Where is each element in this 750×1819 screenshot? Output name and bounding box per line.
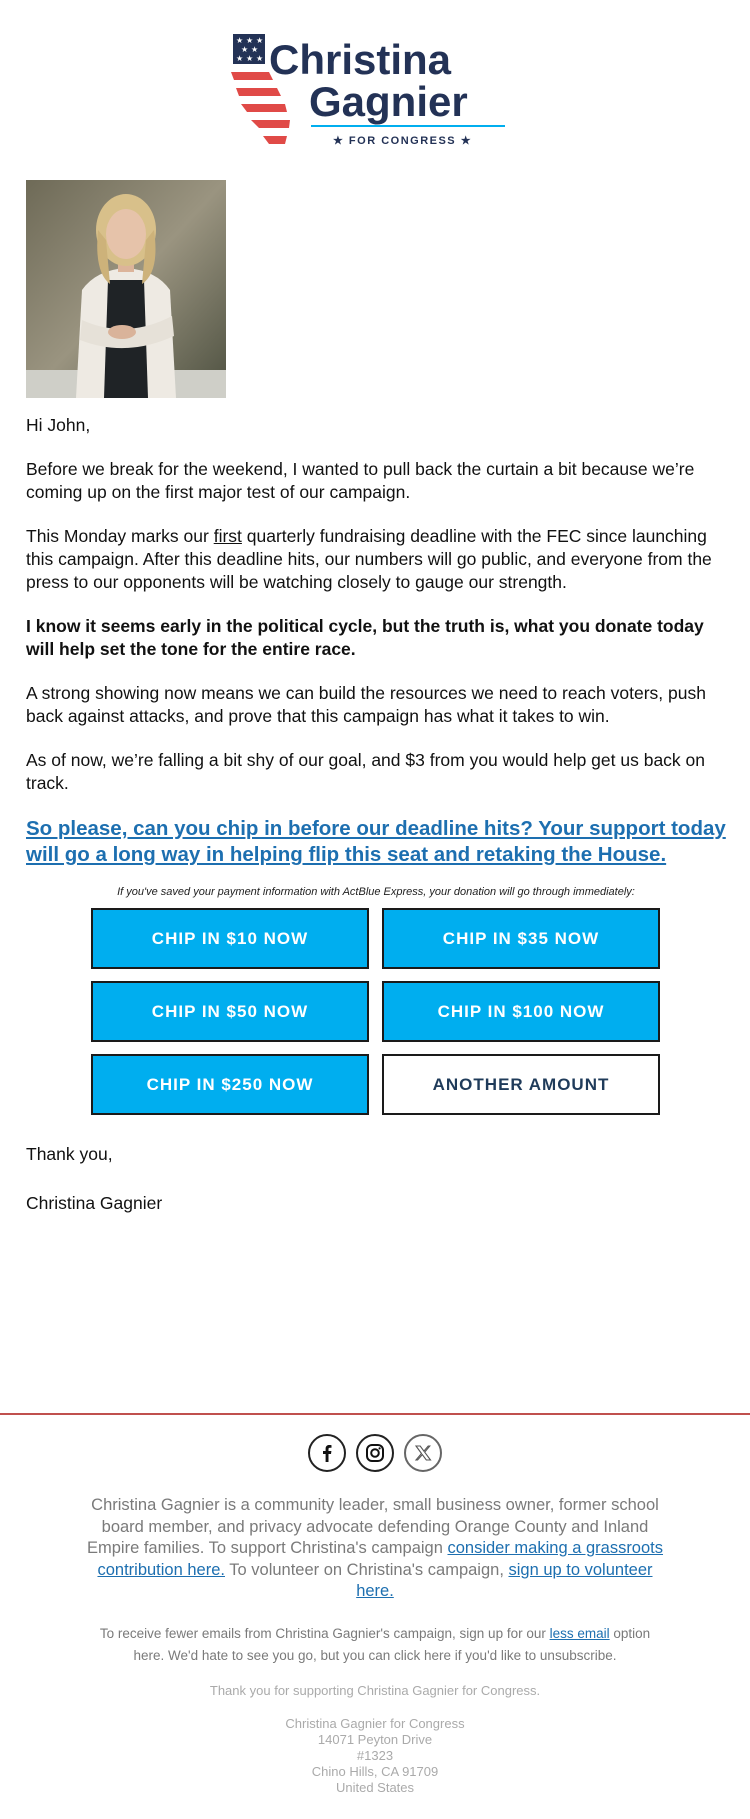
greeting: Hi John, — [26, 415, 91, 435]
logo-last-name: Gagnier — [309, 78, 468, 125]
footer-thanks: Thank you for supporting Christina Gagnier for Congress. — [209, 1682, 541, 1698]
chip-in-100-button[interactable]: CHIP IN $100 NOW — [382, 981, 660, 1042]
logo-first-name: Christina — [269, 36, 452, 83]
paragraph-2: This Monday marks our first quarterly fundraising deadline with the FEC since launching this campaign. After this deadline hits, our numbers will go public, and everyone from the press to our opponents will be watching closely to gauge our strength. — [26, 526, 712, 592]
grassroots-contribution-link[interactable]: consider making a grassroots contribution here. — [97, 1539, 663, 1579]
donation-buttons — [91, 908, 660, 1115]
chip-in-50-button[interactable]: CHIP IN $50 NOW — [91, 981, 369, 1042]
campaign-logo — [225, 28, 525, 154]
candidate-photo — [26, 180, 226, 398]
svg-text:★: ★ — [246, 36, 254, 45]
svg-text:★: ★ — [241, 45, 249, 54]
logo-tagline: ★ FOR CONGRESS ★ — [333, 135, 473, 147]
svg-text:★: ★ — [256, 36, 264, 45]
paragraph-5: As of now, we’re falling a bit shy of our goal, and $3 from you would help get us back on track. — [26, 750, 706, 793]
facebook-icon[interactable] — [308, 1434, 346, 1472]
chip-in-250-button[interactable]: CHIP IN $250 NOW — [91, 1054, 369, 1115]
svg-text:★: ★ — [251, 45, 259, 54]
paragraph-1: Before we break for the weekend, I wanted to pull back the curtain a bit because we’re coming up on the first major test of our campaign. — [26, 459, 695, 502]
svg-text:★: ★ — [256, 54, 264, 63]
svg-text:★: ★ — [236, 36, 244, 45]
volunteer-link[interactable]: sign up to volunteer here. — [356, 1560, 653, 1600]
cta-link[interactable]: So please, can you chip in before our deadline hits? Your support today will go a long way in helping flip this seat and retaking the House. — [26, 817, 726, 866]
footer-bio: Christina Gagnier is a community leader, small business owner, former school board member, and privacy advocate defending Orange County and Inland Empire families. To support Christina's campaign consider making a grassroots contribution here. To volunteer on Christina's campaign, sign up to volunteer here. — [86, 1496, 663, 1600]
paragraph-3-bold: I know it seems early in the political cycle, but the truth is, what you donate today will help set the tone for the entire race. — [26, 616, 704, 659]
chip-in-35-button[interactable]: CHIP IN $35 NOW — [382, 908, 660, 969]
paragraph-4: A strong showing now means we can build the resources we need to reach voters, push back against attacks, and prove that this campaign has what it takes to win. — [26, 683, 706, 726]
actblue-express-note: If you've saved your payment information with ActBlue Express, your donation will go through immediately: — [117, 886, 635, 898]
instagram-icon[interactable] — [356, 1434, 394, 1472]
less-email-link[interactable]: less email — [549, 1625, 610, 1641]
signature: Christina Gagnier — [26, 1193, 163, 1213]
another-amount-button[interactable]: ANOTHER AMOUNT — [382, 1054, 660, 1115]
email-body — [26, 414, 726, 1241]
social-links — [0, 1434, 750, 1472]
chip-in-10-button[interactable]: CHIP IN $10 NOW — [91, 908, 369, 969]
mailing-address: Christina Gagnier for Congress 14071 Peyton Drive #1323 Chino Hills, CA 91709 United States — [285, 1715, 465, 1795]
footer-divider — [0, 1413, 750, 1415]
unsubscribe-text: To receive fewer emails from Christina Gagnier's campaign, sign up for our less email option here. We'd hate to see you go, but you can click here if you'd like to unsubscribe. — [99, 1625, 651, 1663]
x-icon[interactable] — [404, 1434, 442, 1472]
svg-text:★: ★ — [246, 54, 254, 63]
thank-you: Thank you, — [26, 1144, 113, 1164]
svg-text:★: ★ — [236, 54, 244, 63]
footer — [0, 1495, 750, 1796]
